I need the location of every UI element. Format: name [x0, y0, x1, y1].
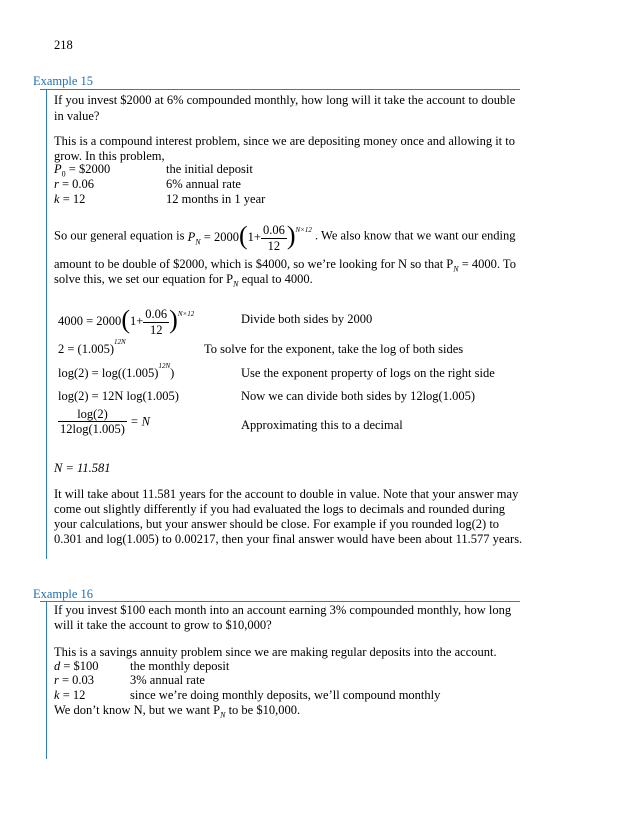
ex15-intro-line2: grow. In this problem, [54, 149, 165, 163]
ex15-conclusion-line1: It will take about 11.581 years for the account to double in value. Note that your answer may [54, 487, 519, 501]
example-16-top-rule [40, 601, 520, 602]
ex16-var-d-desc: the monthly deposit [130, 659, 230, 673]
example-15-heading: Example 15 [33, 74, 94, 88]
ex16-var-k: k = 12 [54, 688, 86, 702]
ex15-step1-note: Divide both sides by 2000 [241, 312, 373, 326]
ex15-amount-line2: solve this, we set our equation for $P_N$ equal to 4000. [54, 272, 313, 289]
ex15-step2-note: To solve for the exponent, take the log of both sides [204, 342, 464, 356]
ex15-question-line1: If you invest $2000 at 6% compounded monthly, how long will it take the account to double [54, 93, 516, 107]
ex15-amount-line1: amount to be double of $2000, which is $4000, so we’re looking for N so that $P_N = 4000$. To [54, 257, 516, 274]
ex16-var-r: r = 0.03 [54, 673, 95, 687]
ex16-question-line2: will it take the account to grow to $10,000? [54, 618, 272, 632]
ex16-question-line1: If you invest $100 each month into an account earning 3% compounded monthly, how long [54, 603, 512, 617]
ex15-result: N = 11.581 [54, 461, 111, 475]
ex15-step5-equation: $\frac{\log(2)}{12\log(1.005)}$ = N [60, 407, 150, 437]
ex15-conclusion-line4: 0.301 and log(1.005) to 0.00217, then your final answer would have been about 11.577 years. [54, 532, 523, 546]
ex15-question-line2: in value? [54, 109, 100, 123]
example-15-left-rule [46, 89, 47, 559]
example-15-top-rule [40, 89, 520, 90]
ex16-var-k-desc: since we’re doing monthly deposits, we’ll compound monthly [130, 688, 441, 702]
ex15-var-r: r = 0.06 [54, 177, 95, 191]
general-equation: $P_N = 2000(1+$ $\frac{0.06}{12}$ )$^{N\times 12}$ [187, 221, 312, 253]
ex15-step3-equation: $\log(2) = \log((1.005)^{12N})$ [58, 362, 175, 380]
ex15-step2-equation: $2 = (1.005)^{12N}$ [58, 338, 126, 356]
ex15-var-p0-desc: the initial deposit [166, 162, 253, 176]
ex15-var-k-desc: 12 months in 1 year [166, 192, 266, 206]
page-number: 218 [54, 38, 73, 52]
ex16-var-d: d = $100 [54, 659, 99, 673]
ex15-conclusion-line3: your calculations, but your answer should be close. For example if you rounded log(2) to [54, 517, 500, 531]
ex15-step3-note: Use the exponent property of logs on the right side [241, 366, 495, 380]
ex15-step5-note: Approximating this to a decimal [241, 418, 403, 432]
ex15-var-r-desc: 6% annual rate [166, 177, 241, 191]
ex15-var-p0: $P_0$ = $2000 [54, 162, 111, 179]
ex15-step1-equation: 4000 = 2000(1+ $\frac{0.06}{12}$ )$^{N\times 12}$ [58, 305, 195, 337]
ex15-intro-line1: This is a compound interest problem, since we are depositing money once and allowing it to [54, 134, 516, 148]
ex15-step4-equation: log(2) = 12N log(1.005) [58, 389, 179, 403]
ex16-var-r-desc: 3% annual rate [130, 673, 205, 687]
ex16-want-line: We don’t know N, but we want $P_N$ to be $10,000. [54, 703, 301, 720]
ex15-conclusion-line2: come out slightly differently if you had evaluated the logs to decimals and rounded during [54, 502, 506, 516]
ex15-var-k: k = 12 [54, 192, 86, 206]
ex16-intro: This is a savings annuity problem since we are making regular deposits into the account. [54, 645, 497, 659]
example-16-heading: Example 16 [33, 587, 94, 601]
example-16-left-rule [46, 601, 47, 759]
ex15-general-equation-line: So our general equation is $P_N = 2000(1+$ $\frac{0.06}{12}$ )$^{N\times 12}$ . We also know that we want our ending [54, 221, 516, 253]
ex15-step4-note: Now we can divide both sides by 12log(1.005) [241, 389, 475, 403]
